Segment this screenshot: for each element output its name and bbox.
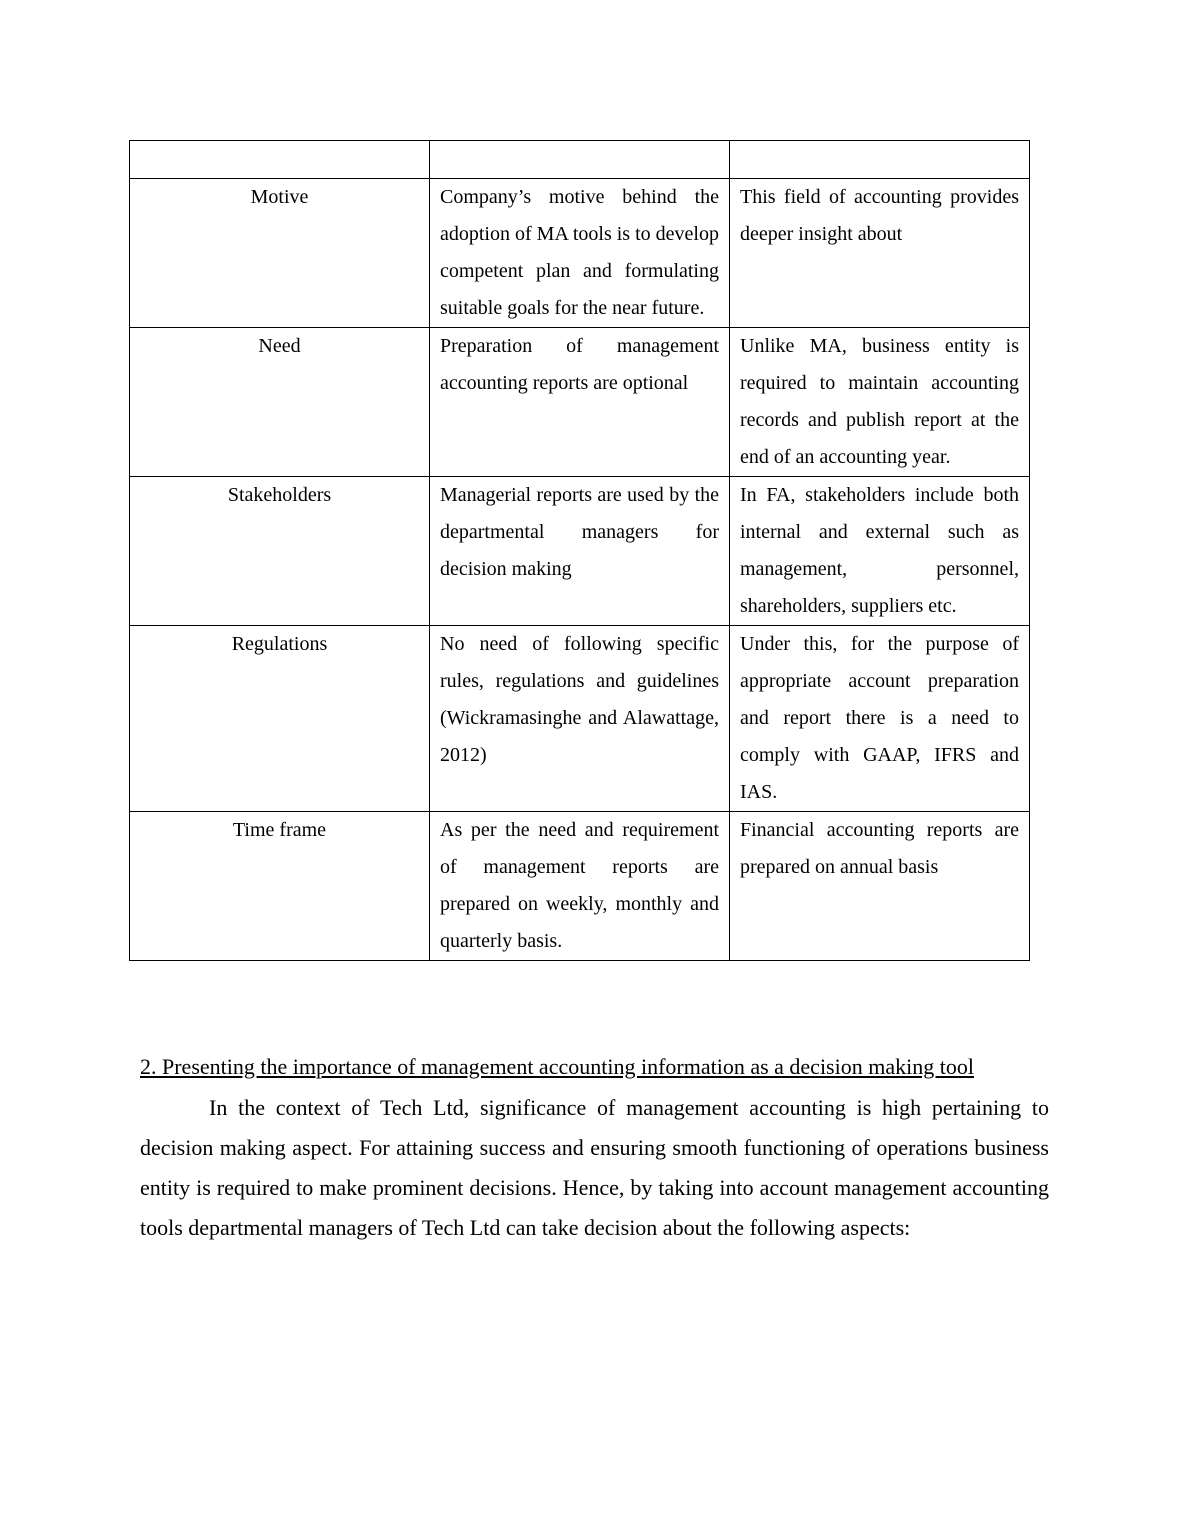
table-row	[130, 328, 1030, 477]
fa-cell: This field of accounting provides deeper insight about	[730, 179, 1030, 328]
table-row	[130, 812, 1030, 961]
ma-cell: No need of following specific rules, regulations and guidelines (Wickramasinghe and Alawattage, 2012)	[430, 626, 730, 812]
comparison-table	[129, 140, 1030, 961]
table-row	[130, 626, 1030, 812]
fa-cell: Financial accounting reports are prepared on annual basis	[730, 812, 1030, 961]
table-row	[130, 477, 1030, 626]
ma-cell: Preparation of management accounting reports are optional	[430, 328, 730, 477]
table-header-row	[130, 141, 1030, 179]
row-label: Stakeholders	[130, 477, 430, 626]
table-cell	[430, 141, 730, 179]
table-cell	[730, 141, 1030, 179]
fa-cell: Unlike MA, business entity is required to maintain accounting records and publish report at the end of an accounting year.	[730, 328, 1030, 477]
table-row	[130, 179, 1030, 328]
ma-cell: As per the need and requirement of management reports are prepared on weekly, monthly and quarterly basis.	[430, 812, 730, 961]
body-paragraph: In the context of Tech Ltd, significance of management accounting is high pertaining to decision making aspect. For attaining success and ensuring smooth functioning of operations business entity is required to make prominent decisions. Hence, by taking into account management accounting tools departmental managers of Tech Ltd can take decision about the following aspects:	[140, 1095, 1049, 1240]
row-label: Time frame	[130, 812, 430, 961]
ma-cell: Company’s motive behind the adoption of MA tools is to develop competent plan and formulating suitable goals for the near future.	[430, 179, 730, 328]
fa-cell: In FA, stakeholders include both internal and external such as management, personnel, shareholders, suppliers etc.	[730, 477, 1030, 626]
fa-cell: Under this, for the purpose of appropriate account preparation and report there is a need to comply with GAAP, IFRS and IAS.	[730, 626, 1030, 812]
ma-cell: Managerial reports are used by the departmental managers for decision making	[430, 477, 730, 626]
row-label: Regulations	[130, 626, 430, 812]
row-label: Need	[130, 328, 430, 477]
table-cell	[130, 141, 430, 179]
row-label: Motive	[130, 179, 430, 328]
section-heading: 2. Presenting the importance of management accounting information as a decision making tool	[140, 1054, 974, 1079]
